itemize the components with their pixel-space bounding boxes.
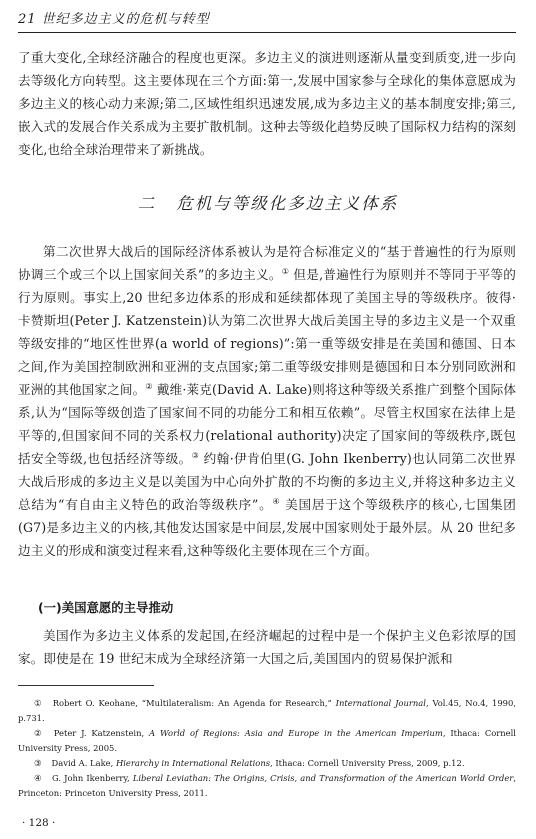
subsection-heading: (一)美国意愿的主导推动 xyxy=(38,600,174,615)
footnote-author: Peter J. Katzenstein, xyxy=(53,728,145,738)
footnote-item xyxy=(18,756,516,771)
footnote-book-title: Hierarchy in International Relations xyxy=(115,758,271,768)
paragraph-subsection: 美国作为多边主义体系的发起国,在经济崛起的过程中是一个保护主义色彩浓厚的国家。即使是在 19 世纪末成为全球经济第一大国之后,美国国内的贸易保护派和 xyxy=(18,628,516,666)
footnote-ref-1[interactable]: ① xyxy=(281,266,290,276)
footnote-item xyxy=(18,696,516,726)
footnote-marker: ③ xyxy=(34,758,42,768)
paragraph-sentence: 美国居于这个等级秩序的核心,七国集团(G7)是多边主义的内核,其他发达国家是中间层,发展中国家则处于最外层。从 20 世纪多边主义的形成和演变过程来看,这种等级化主要体现在三个方面。 xyxy=(18,497,516,558)
footnote-item xyxy=(18,771,516,801)
footnote-ref-4[interactable]: ④ xyxy=(272,496,281,506)
section-number: 二 xyxy=(137,194,157,213)
footnote-item xyxy=(18,726,516,756)
footnote-book-title: Liberal Leviathan: The Origins, Crisis, and Transformation of the American World Order xyxy=(132,773,514,783)
footnote-detail: , Ithaca: Cornell University Press, 2009, p.12. xyxy=(270,758,465,768)
footnote-journal: International Journal xyxy=(335,698,426,708)
paragraph-sentence: 但是,普遍性行为原则并不等同于平等的行为原则。事实上,20 世纪多边体系的形成和延续都体现了美国主导的等级秩序。彼得·卡赞斯坦(Peter J. Katzenstein)认为第二次世界大战后美国主导的多边主义是一个双重等级安排的“地区性世界(a world of regions)”:第一重等级安排是在美国和德国、日本之间,作为美国控制欧洲和亚洲的支点国家;第二重等级安排则是德国和日本分别同欧洲和亚洲的其他国家之间。 xyxy=(18,267,516,397)
running-header: 21 世纪多边主义的危机与转型 xyxy=(18,8,516,33)
section-heading xyxy=(0,190,536,214)
footnote-marker: ② xyxy=(34,728,44,738)
paragraph-sentence: 戴维·莱克(David A. Lake)则将这种等级关系推广到整个国际体系,认为“国际等级创造了国家间不同的功能分工和相互依赖”。尽管主权国家在法律上是平等的,但国家间不同的关系权力(relational authority)决定了国家间的等级秩序,既包括安全等级,也包括经济等级。 xyxy=(18,382,517,466)
footnote-author: G. John Ikenberry, xyxy=(51,773,130,783)
paragraph-sentence: 第二次世界大战后的国际经济体系被认为是符合标准定义的“基于普遍性的行为原则协调三个或三个以上国家间关系”的多边主义。 xyxy=(18,244,516,282)
footnote-author: Robert O. Keohane, xyxy=(52,698,138,708)
paragraph-main xyxy=(18,240,516,562)
footnote-detail: , Vol.45, No.4, 1990, p.731. xyxy=(18,698,516,723)
footnote-marker: ④ xyxy=(34,773,42,783)
paragraph-sentence: 约翰·伊肯伯里(G. John Ikenberry)也认同第二次世界大战后形成的多边主义是以美国为中心向外扩散的不均衡的多边主义,并将这种多边主义总结为“有自由主义特色的政治等级秩序”。 xyxy=(18,451,517,512)
footnote-detail: , Princeton: Princeton University Press, 2011. xyxy=(18,773,516,798)
footnote-article-title: “Multilateralism: An Agenda for Research,” xyxy=(141,698,332,708)
page-number: · 128 · xyxy=(22,817,56,829)
footnote-ref-3[interactable]: ③ xyxy=(191,450,200,460)
footnote-book-title: A World of Regions: Asia and Europe in the American Imperium xyxy=(149,728,443,738)
footnote-divider xyxy=(18,685,154,686)
footnote-ref-2[interactable]: ② xyxy=(145,381,153,391)
footnote-marker: ① xyxy=(34,698,43,708)
footnote-author: David A. Lake, xyxy=(51,758,114,768)
section-title: 危机与等级化多边主义体系 xyxy=(176,194,399,213)
footnote-detail: , Ithaca: Cornell University Press, 2005. xyxy=(18,728,516,753)
paragraph-continued: 了重大变化,全球经济融合的程度也更深。多边主义的演进则逐渐从量变到质变,进一步向去等级化方向转型。这主要体现在三个方面:第一,发展中国家参与全球化的集体意愿成为多边主义的核心动力来源;第二,区域性组织迅速发展,成为多边主义的基本制度安排;第三,嵌入式的发展合作关系成为主要扩散机制。这种去等级化趋势反映了国际权力结构的深刻变化,也给全球治理带来了新挑战。 xyxy=(18,50,516,157)
footnotes xyxy=(18,696,516,801)
